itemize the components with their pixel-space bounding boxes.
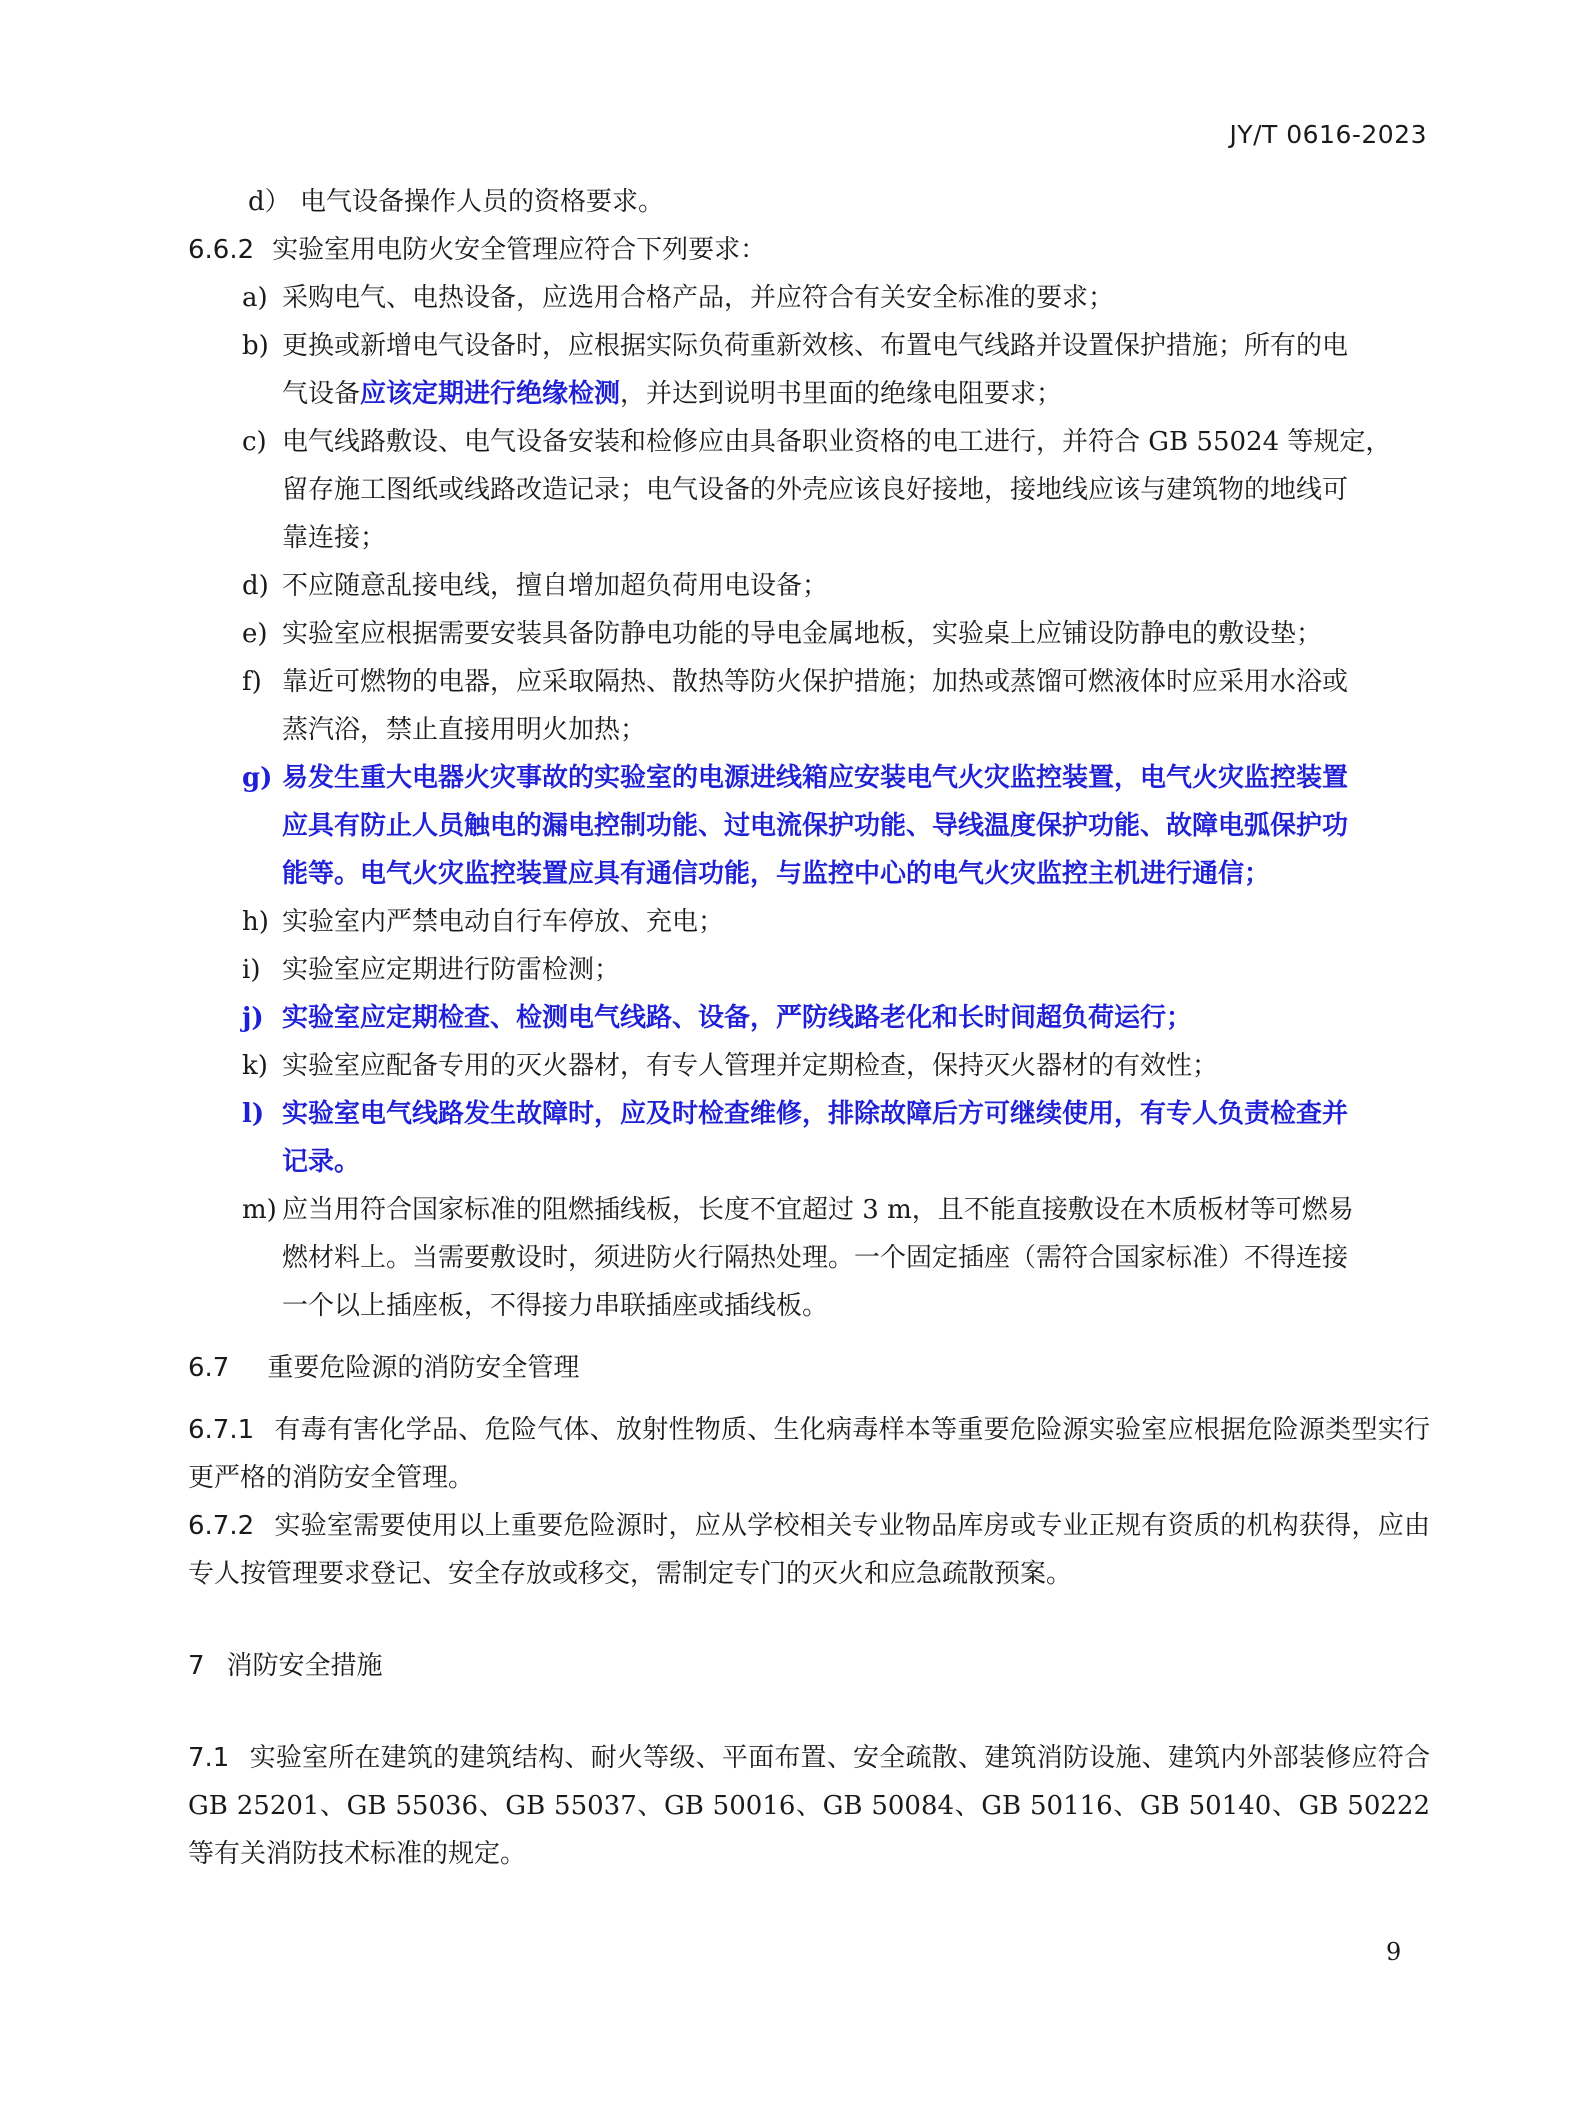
section-heading-6-7 [188, 1344, 1430, 1392]
highlighted-line: 应具有防止人员触电的漏电控制功能、过电流保护功能、导线温度保护功能、故障电弧保护功 [282, 811, 1349, 841]
item-label: f) [242, 667, 262, 697]
highlighted-line: 易发生重大电器火灾事故的实验室的电源进线箱应安装电气火灾监控装置，电气火灾监控装置 [282, 763, 1349, 793]
item-label: e) [242, 619, 268, 649]
item-line: 蒸汽浴，禁止直接用明火加热； [282, 715, 647, 745]
item-label: a) [242, 283, 268, 313]
paragraph-7-1 [188, 1734, 1430, 1878]
list-item-a [188, 274, 1430, 322]
list-item-g [188, 754, 1430, 898]
item-text: 电气设备操作人员的资格要求。 [300, 187, 665, 217]
section-number: 6.7 [188, 1353, 230, 1383]
highlighted-line: 实验室应定期检查、检测电气线路、设备，严防线路老化和长时间超负荷运行； [282, 1003, 1193, 1033]
item-label: i) [242, 955, 261, 985]
clause-6-6-2 [188, 226, 1430, 274]
clause-number: 6.7.2 [188, 1511, 255, 1541]
item-line: 电气线路敷设、电气设备安装和检修应由具备职业资格的电工进行，并符合 GB 55024 等规定， [282, 427, 1392, 457]
clause-number: 6.7.1 [188, 1415, 255, 1445]
paragraph-text: 实验室需要使用以上重要危险源时，应从学校相关专业物品库房或专业正规有资质的机构获得，应由专人按管理要求登记、安全存放或移交，需制定专门的灭火和应急疏散预案。 [188, 1511, 1430, 1589]
clause-number: 7.1 [188, 1743, 230, 1773]
item-line: 留存施工图纸或线路改造记录；电气设备的外壳应该良好接地，接地线应该与建筑物的地线可 [282, 475, 1349, 505]
item-line: 实验室应配备专用的灭火器材，有专人管理并定期检查，保持灭火器材的有效性； [282, 1051, 1219, 1081]
highlighted-text: 应该定期进行绝缘检测 [360, 379, 621, 409]
document-code: JY/T 0616-2023 [1229, 120, 1427, 149]
item-line: 不应随意乱接电线，擅自增加超负荷用电设备； [282, 571, 829, 601]
item-label: b) [242, 331, 269, 361]
list-item-b [188, 322, 1430, 418]
item-label: l) [242, 1099, 265, 1129]
item-label: j) [242, 1003, 264, 1033]
paragraph-6-7-1 [188, 1406, 1430, 1502]
highlighted-line: 能等。电气火灾监控装置应具有通信功能，与监控中心的电气火灾监控主机进行通信； [282, 859, 1271, 889]
item-label: d） [248, 187, 291, 217]
item-line: 实验室应根据需要安装具备防静电功能的导电金属地板，实验桌上应铺设防静电的敷设垫； [282, 619, 1323, 649]
item-label: c) [242, 427, 267, 457]
highlighted-line: 实验室电气线路发生故障时，应及时检查维修，排除故障后方可继续使用，有专人负责检查并 [282, 1099, 1349, 1129]
list-item-i [188, 946, 1430, 994]
item-line: 一个以上插座板，不得接力串联插座或插线板。 [282, 1291, 829, 1321]
list-item-d [188, 562, 1430, 610]
section-heading-7 [188, 1642, 1430, 1690]
item-line: 应当用符合国家标准的阻燃插线板，长度不宜超过 3 m，且不能直接敷设在木质板材等可燃易 [282, 1195, 1354, 1225]
item-line [282, 370, 1430, 418]
paragraph-text: 实验室所在建筑的建筑结构、耐火等级、平面布置、安全疏散、建筑消防设施、建筑内外部装修应符合 GB 25201、GB 55036、GB 55037、GB 50016、GB 50084、GB 50116、GB 50140、GB 50222 等有关消防技术标准的规定。 [188, 1743, 1430, 1869]
item-line: 更换或新增电气设备时，应根据实际负荷重新效核、布置电气线路并设置保护措施；所有的电 [282, 331, 1349, 361]
list-item-m [188, 1186, 1430, 1330]
item-label: g) [242, 763, 273, 793]
page-number: 9 [1386, 1938, 1402, 1966]
item-text-segment: 气设备 [282, 379, 361, 409]
list-item-k [188, 1042, 1430, 1090]
section-title: 重要危险源的消防安全管理 [267, 1353, 580, 1383]
paragraph-6-7-2 [188, 1502, 1430, 1598]
clause-text: 实验室用电防火安全管理应符合下列要求： [272, 235, 767, 265]
list-item-e [188, 610, 1430, 658]
clause-number: 6.6.2 [188, 235, 255, 265]
list-item-l [188, 1090, 1430, 1186]
item-label: d) [242, 571, 269, 601]
item-line: 实验室内严禁电动自行车停放、充电； [282, 907, 725, 937]
item-line: 燃材料上。当需要敷设时，须进防火行隔热处理。一个固定插座（需符合国家标准）不得连接 [282, 1243, 1349, 1273]
section-number: 7 [188, 1651, 205, 1681]
list-item-f [188, 658, 1430, 754]
list-item-intro-d [188, 178, 1430, 226]
section-title: 消防安全措施 [226, 1651, 383, 1681]
item-line: 靠近可燃物的电器，应采取隔热、散热等防火保护措施；加热或蒸馏可燃液体时应采用水浴或 [282, 667, 1349, 697]
item-line: 实验室应定期进行防雷检测； [282, 955, 621, 985]
list-item-j [188, 994, 1430, 1042]
item-line: 采购电气、电热设备，应选用合格产品，并应符合有关安全标准的要求； [282, 283, 1115, 313]
item-label: k) [242, 1051, 268, 1081]
item-label: h) [242, 907, 269, 937]
highlighted-line: 记录。 [282, 1147, 361, 1177]
paragraph-text: 有毒有害化学品、危险气体、放射性物质、生化病毒样本等重要危险源实验室应根据危险源类型实行更严格的消防安全管理。 [188, 1415, 1430, 1493]
item-text-segment: ，并达到说明书里面的绝缘电阻要求； [620, 379, 1063, 409]
item-line: 靠连接； [282, 523, 387, 553]
item-label: m) [242, 1195, 277, 1225]
list-item-c [188, 418, 1430, 562]
document-body [188, 178, 1430, 1878]
list-item-h [188, 898, 1430, 946]
